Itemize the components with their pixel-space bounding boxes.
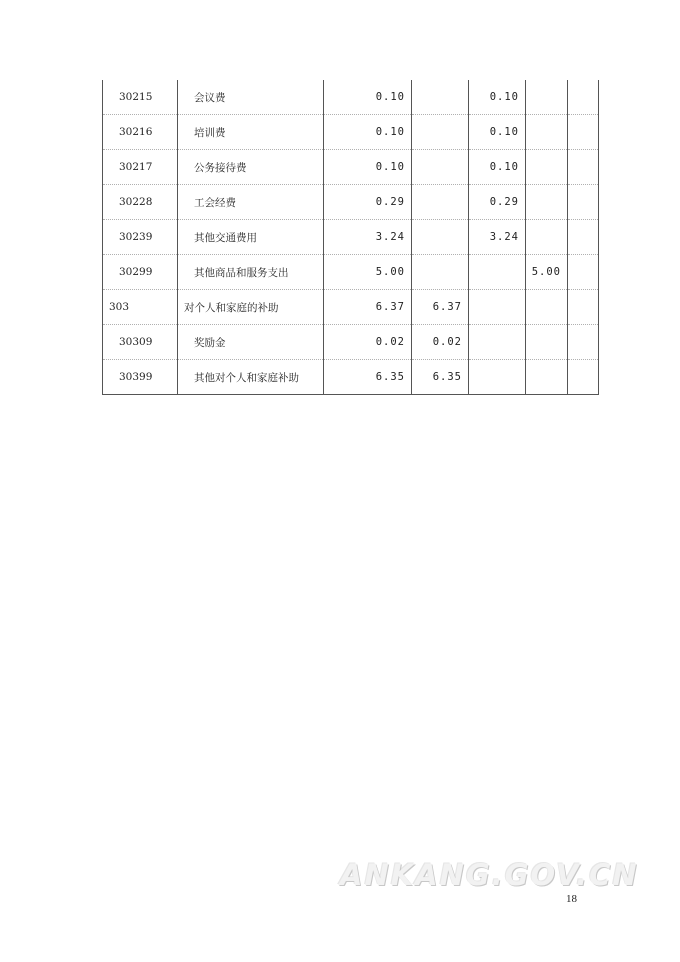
cell-col3 [526, 290, 568, 325]
cell-col3 [526, 220, 568, 255]
cell-col2: 0.29 [469, 185, 526, 220]
budget-table-body [103, 80, 599, 395]
cell-name: 会议费 [178, 80, 324, 115]
table-row [103, 80, 599, 115]
cell-total: 0.10 [324, 150, 412, 185]
cell-code: 30228 [103, 185, 178, 220]
cell-name: 奖励金 [178, 325, 324, 360]
cell-col4 [568, 220, 599, 255]
cell-col2: 0.10 [469, 150, 526, 185]
cell-col2 [469, 360, 526, 395]
cell-col4 [568, 185, 599, 220]
cell-total: 0.10 [324, 115, 412, 150]
cell-code: 30239 [103, 220, 178, 255]
cell-code: 30217 [103, 150, 178, 185]
cell-name: 其他交通费用 [178, 220, 324, 255]
cell-code: 30216 [103, 115, 178, 150]
cell-col1: 6.35 [412, 360, 469, 395]
cell-total: 5.00 [324, 255, 412, 290]
cell-col2: 0.10 [469, 80, 526, 115]
cell-name: 对个人和家庭的补助 [178, 290, 324, 325]
cell-col1 [412, 220, 469, 255]
cell-col1 [412, 255, 469, 290]
table-row [103, 255, 599, 290]
table-row [103, 360, 599, 395]
table-row [103, 325, 599, 360]
cell-code: 30215 [103, 80, 178, 115]
cell-col4 [568, 360, 599, 395]
cell-total: 3.24 [324, 220, 412, 255]
cell-code: 30309 [103, 325, 178, 360]
cell-name: 公务接待费 [178, 150, 324, 185]
cell-col4 [568, 255, 599, 290]
cell-name: 其他对个人和家庭补助 [178, 360, 324, 395]
cell-total: 0.29 [324, 185, 412, 220]
cell-code: 30299 [103, 255, 178, 290]
cell-col3: 5.00 [526, 255, 568, 290]
cell-col4 [568, 290, 599, 325]
cell-name: 培训费 [178, 115, 324, 150]
cell-name: 其他商品和服务支出 [178, 255, 324, 290]
cell-col2: 0.10 [469, 115, 526, 150]
cell-col3 [526, 150, 568, 185]
cell-col3 [526, 80, 568, 115]
cell-total: 0.02 [324, 325, 412, 360]
cell-col4 [568, 325, 599, 360]
cell-col2 [469, 255, 526, 290]
budget-table [102, 80, 599, 395]
cell-col1: 0.02 [412, 325, 469, 360]
cell-col1 [412, 80, 469, 115]
cell-code: 30399 [103, 360, 178, 395]
cell-col1 [412, 150, 469, 185]
cell-total: 0.10 [324, 80, 412, 115]
table-row [103, 115, 599, 150]
page-number: 18 [566, 893, 577, 905]
cell-name: 工会经费 [178, 185, 324, 220]
cell-col4 [568, 150, 599, 185]
cell-col2 [469, 290, 526, 325]
table-row [103, 290, 599, 325]
cell-col1 [412, 185, 469, 220]
cell-col2: 3.24 [469, 220, 526, 255]
cell-col4 [568, 115, 599, 150]
watermark: ANKANG.GOV.CN [340, 858, 639, 892]
table-row [103, 220, 599, 255]
table-row [103, 185, 599, 220]
cell-total: 6.35 [324, 360, 412, 395]
cell-col1 [412, 115, 469, 150]
cell-col3 [526, 360, 568, 395]
cell-col4 [568, 80, 599, 115]
cell-col2 [469, 325, 526, 360]
cell-col3 [526, 115, 568, 150]
cell-total: 6.37 [324, 290, 412, 325]
cell-col3 [526, 325, 568, 360]
cell-code: 303 [103, 290, 178, 325]
cell-col1: 6.37 [412, 290, 469, 325]
table-row [103, 150, 599, 185]
cell-col3 [526, 185, 568, 220]
